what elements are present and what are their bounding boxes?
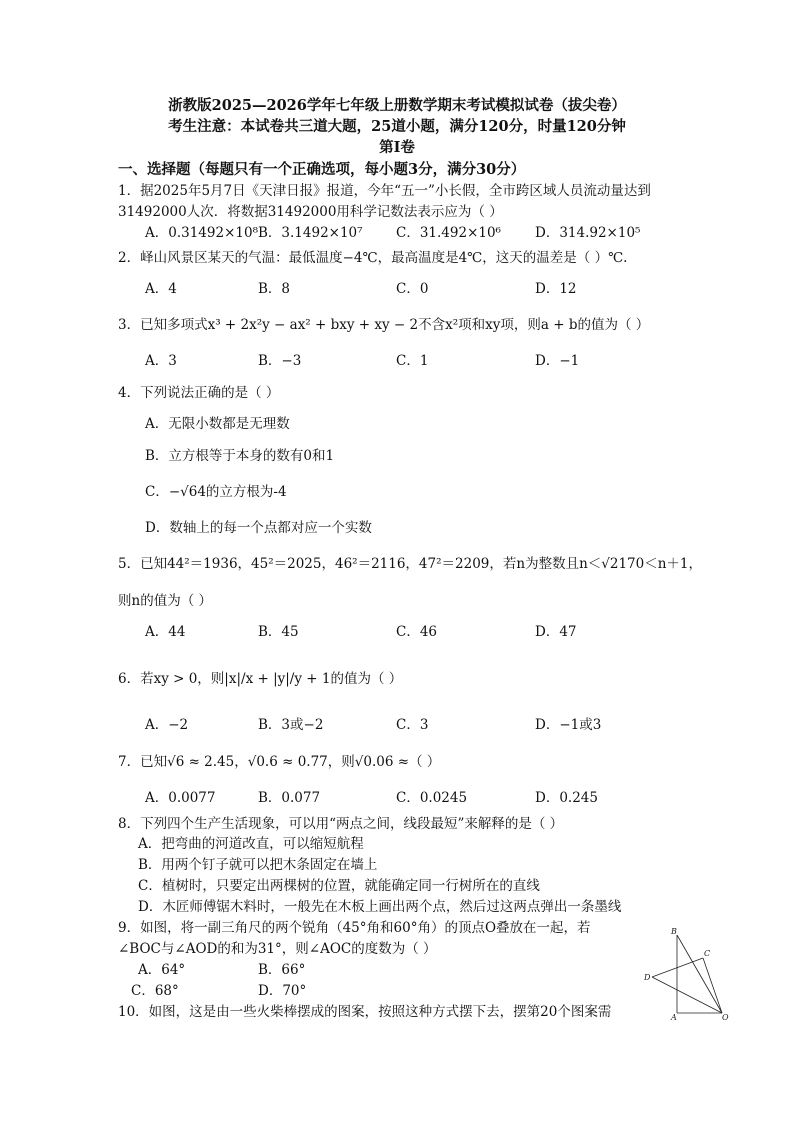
q9-option-c: C．68° — [131, 983, 179, 999]
q3-option-b: B．−3 — [258, 353, 302, 369]
q5-option-a: A．44 — [145, 624, 186, 640]
question-10: 10．如图，这是由一些火柴棒摆成的图案，按照这种方式摆下去，摆第20个图案需 — [118, 1004, 612, 1020]
q6-option-c: C．3 — [396, 717, 429, 733]
exam-notice: 考生注意：本试卷共三道大题，25道小题，满分120分，时量120分钟 — [168, 118, 626, 135]
q3-option-a: A．3 — [145, 353, 177, 369]
section-heading: 一、选择题（每题只有一个正确选项，每小题3分，满分30分） — [118, 161, 526, 178]
q8-option-c: C．植树时，只要定出两棵树的位置，就能确定同一行树所在的直线 — [138, 878, 540, 894]
question-1-line1: 1．据2025年5月7日《天津日报》报道，今年“五一”小长假，全市跨区域人员流动量达到 — [118, 183, 651, 199]
q9-option-d: D．70° — [258, 983, 307, 999]
figure-label-d: D — [644, 973, 651, 982]
q3-option-d: D．−1 — [535, 353, 580, 369]
q5-option-d: D．47 — [535, 624, 577, 640]
question-5-line1: 5．已知44²＝1936，45²＝2025，46²＝2116，47²＝2209，若n为整数且n＜√2170＜n＋1， — [118, 556, 703, 572]
question-9-line2: ∠BOC与∠AOD的和为31°，则∠AOC的度数为（ ） — [118, 941, 437, 957]
q2-option-a: A．4 — [145, 281, 177, 297]
q9-option-a: A．64° — [138, 962, 186, 978]
q8-option-a: A．把弯曲的河道改直，可以缩短航程 — [138, 836, 364, 852]
question-3: 3．已知多项式x³ + 2x²y − ax² + bxy + xy − 2不含x²项和xy项，则a + b的值为（ ） — [118, 317, 650, 333]
question-4: 4．下列说法正确的是（ ） — [118, 385, 280, 401]
q1-option-a: A．0.31492×10⁸ — [145, 225, 258, 241]
exam-title: 浙教版2025—2026学年七年级上册数学期末考试模拟试卷（拔尖卷） — [168, 97, 626, 114]
question-9-line1: 9．如图，将一副三角尺的两个锐角（45°角和60°角）的顶点O叠放在一起，若 — [118, 920, 591, 936]
figure-label-c: C — [704, 949, 711, 958]
question-8: 8．下列四个生产生活现象，可以用“两点之间，线段最短”来解释的是（ ） — [118, 816, 564, 832]
question-6: 6．若xy > 0，则|x|/x + |y|/y + 1的值为（ ） — [118, 671, 403, 687]
q7-option-c: C．0.0245 — [396, 790, 468, 806]
q6-option-d: D．−1或3 — [535, 717, 602, 733]
q5-option-c: C．46 — [396, 624, 438, 640]
question-2: 2．峄山风景区某天的气温：最低温度−4℃，最高温度是4℃，这天的温差是（ ）℃. — [118, 250, 628, 266]
q4-option-b: B．立方根等于本身的数有0和1 — [145, 448, 335, 464]
figure-label-o: O — [722, 1013, 729, 1020]
q8-option-b: B．用两个钉子就可以把木条固定在墙上 — [138, 857, 378, 873]
q2-option-c: C．0 — [396, 281, 429, 297]
question-5-line2: 则n的值为（ ） — [118, 593, 212, 609]
q4-option-c: C．−√64的立方根为-4 — [145, 484, 287, 500]
question-1-line2: 31492000人次．将数据31492000用科学记数法表示应为（ ） — [118, 204, 503, 220]
q4-option-a: A．无限小数都是无理数 — [145, 416, 290, 432]
q6-option-a: A．−2 — [145, 717, 189, 733]
q5-option-b: B．45 — [258, 624, 299, 640]
q8-option-d: D．木匠师傅锯木料时，一般先在木板上画出两个点，然后过这两点弹出一条墨线 — [138, 899, 622, 915]
q6-option-b: B．3或−2 — [258, 717, 324, 733]
exam-part: 第Ⅰ卷 — [379, 139, 415, 156]
q9-option-b: B．66° — [258, 962, 306, 978]
figure-label-b: B — [671, 927, 677, 936]
q1-option-b: B．3.1492×10⁷ — [258, 225, 363, 241]
q3-option-c: C．1 — [396, 353, 429, 369]
q7-option-a: A．0.0077 — [145, 790, 216, 806]
q2-option-b: B．8 — [258, 281, 291, 297]
q1-option-c: C．31.492×10⁶ — [396, 225, 501, 241]
question-7: 7．已知√6 ≈ 2.45，√0.6 ≈ 0.77，则√0.06 ≈（ ） — [118, 754, 441, 770]
q7-option-d: D．0.245 — [535, 790, 598, 806]
q2-option-d: D．12 — [535, 281, 577, 297]
q7-option-b: B．0.077 — [258, 790, 321, 806]
triangle-rulers-figure — [640, 925, 730, 1020]
figure-label-a: A — [671, 1013, 677, 1020]
q4-option-d: D．数轴上的每一个点都对应一个实数 — [145, 520, 372, 536]
q1-option-d: D．314.92×10⁵ — [535, 225, 641, 241]
